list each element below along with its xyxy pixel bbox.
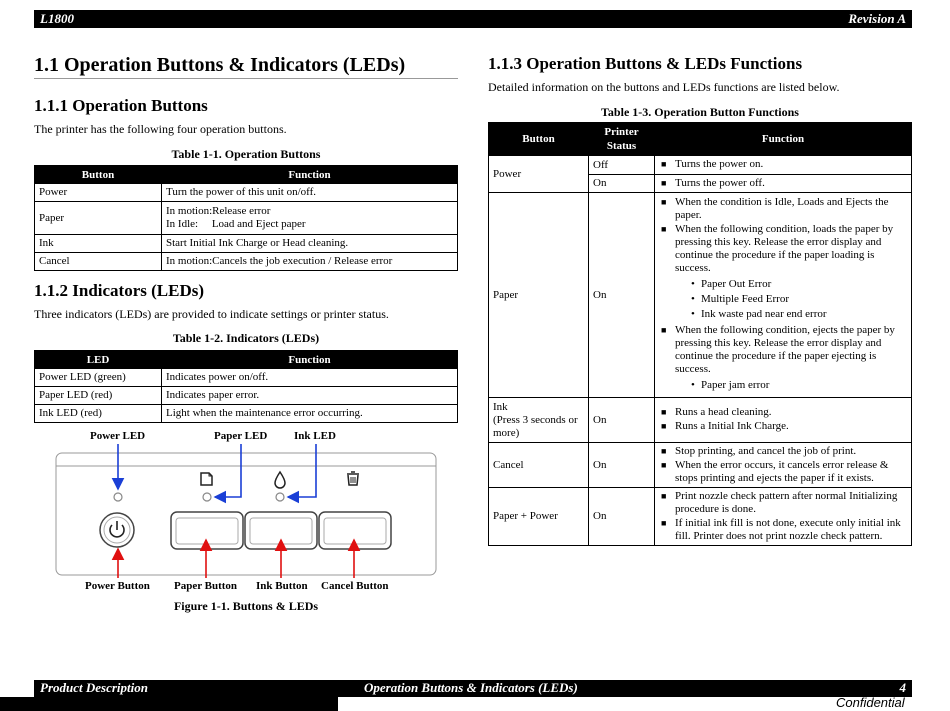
function-cell: [655, 398, 912, 443]
paper-button-label: Paper Button: [174, 580, 238, 592]
function-cell: In motion:Cancels the job execution / Release error: [162, 253, 458, 271]
revision-label: Revision A: [848, 11, 906, 26]
function-cell: [655, 443, 912, 488]
ink-led-label: Ink LED: [294, 430, 336, 442]
function-cell: Start Initial Ink Charge or Head cleaning.: [162, 235, 458, 253]
table-header: Button: [35, 166, 162, 184]
led-cell: Ink LED (red): [35, 405, 162, 423]
function-text: When the following condition, ejects the paper by pressing this key. Release the error display and continue the procedure if the paper ejecting is success.: [675, 324, 895, 375]
button-cell: Paper + Power: [489, 488, 589, 546]
ink-button-label: Ink Button: [256, 580, 308, 592]
status-cell: On: [589, 193, 655, 398]
cancel-button-label: Cancel Button: [321, 580, 389, 592]
section-title-1-1: 1.1 Operation Buttons & Indicators (LEDs): [34, 54, 406, 76]
led-cell: Power LED (green): [35, 369, 162, 387]
table-row: [489, 398, 912, 443]
function-item: ■ Runs a head cleaning.: [659, 406, 907, 419]
power-button-label: Power Button: [85, 580, 150, 592]
paper-led-label: Paper LED: [214, 430, 268, 442]
model-name: L1800: [40, 11, 74, 26]
paper-led: [203, 493, 211, 501]
indicators-intro: Three indicators (LEDs) are provided to indicate settings or printer status.: [34, 307, 389, 321]
page-number: 4: [899, 680, 906, 695]
status-cell: On: [589, 175, 655, 193]
button-name: Ink: [493, 400, 508, 413]
section-title-1-1-2: 1.1.2 Indicators (LEDs): [34, 281, 205, 300]
function-cell: [655, 488, 912, 546]
table-header: Function: [162, 351, 458, 369]
table-row: [489, 488, 912, 546]
button-cell: Power: [489, 156, 589, 193]
function-item: ■ When the condition is Idle, Loads and Ejects the paper.: [659, 196, 907, 222]
confidential-label: Confidential: [836, 695, 905, 710]
table-1-1-caption: Table 1-1. Operation Buttons: [171, 147, 321, 161]
function-item: ■ Stop printing, and cancel the job of print.: [659, 445, 907, 458]
functions-intro: Detailed information on the buttons and LEDs functions are listed below.: [488, 80, 840, 94]
operation-buttons-intro: The printer has the following four operation buttons.: [34, 122, 287, 136]
table-header: Button: [489, 123, 589, 156]
table-header: Function: [655, 123, 912, 156]
function-cell: [655, 156, 912, 175]
table-row: [489, 156, 912, 175]
condition-item: • Ink waste pad near end error: [691, 307, 907, 322]
function-item: ■ If initial ink fill is not done, execute only initial ink fill. Printer does not print nozzle check pattern.: [659, 517, 907, 543]
led-cell: Paper LED (red): [35, 387, 162, 405]
function-item: [659, 223, 907, 322]
status-cell: Off: [589, 156, 655, 175]
button-functions-table: [488, 122, 912, 546]
cancel-button-shape: [319, 512, 391, 549]
function-cell: Light when the maintenance error occurring.: [162, 405, 458, 423]
function-text: When the following condition, loads the paper by pressing this key. Release the error display and continue the procedure if the paper loading is success.: [675, 223, 894, 274]
table-header: Printer Status: [589, 123, 655, 156]
condition-item: • Paper jam error: [691, 378, 907, 393]
section-title-1-1-1: 1.1.1 Operation Buttons: [34, 96, 208, 115]
function-line: In Idle: Load and Eject paper: [166, 218, 306, 230]
button-cell: Power: [35, 184, 162, 202]
function-cell: [655, 175, 912, 193]
table-row: [489, 193, 912, 398]
condition-item: • Multiple Feed Error: [691, 292, 907, 307]
button-cell: Ink: [35, 235, 162, 253]
function-item: ■ Print nozzle check pattern after normal Initializing procedure is done.: [659, 490, 907, 516]
section-title-1-1-3: 1.1.3 Operation Buttons & LEDs Functions: [488, 54, 803, 73]
table-header: LED: [35, 351, 162, 369]
function-cell: [655, 193, 912, 398]
button-cell: Paper: [35, 202, 162, 235]
function-item: ■ Turns the power off.: [659, 177, 907, 190]
power-button-shape: [100, 513, 134, 547]
button-cell: [489, 398, 589, 443]
table-1-3-caption: Table 1-3. Operation Button Functions: [601, 105, 799, 119]
table-row: [489, 443, 912, 488]
power-led-label: Power LED: [90, 430, 146, 442]
status-cell: On: [589, 488, 655, 546]
function-cell: Indicates power on/off.: [162, 369, 458, 387]
function-item: ■ When the error occurs, it cancels error release & stops printing and ejects the paper if it exists.: [659, 459, 907, 485]
footer-section: Operation Buttons & Indicators (LEDs): [364, 680, 578, 695]
button-cell: Cancel: [35, 253, 162, 271]
status-cell: On: [589, 443, 655, 488]
function-cell: Indicates paper error.: [162, 387, 458, 405]
button-cell: Paper: [489, 193, 589, 398]
function-item: ■ Runs a Initial Ink Charge.: [659, 420, 907, 433]
figure-caption: Figure 1-1. Buttons & LEDs: [173, 599, 319, 613]
table-1-2-caption: Table 1-2. Indicators (LEDs): [172, 331, 320, 345]
button-note: (Press 3 seconds or more): [493, 413, 578, 439]
function-item: ■ Turns the power on.: [659, 158, 907, 171]
footer-bar: [34, 680, 912, 697]
button-cell: Cancel: [489, 443, 589, 488]
table-header: Function: [162, 166, 458, 184]
condition-item: • Paper Out Error: [691, 277, 907, 292]
status-cell: On: [589, 398, 655, 443]
footer-chapter: Product Description: [40, 680, 148, 695]
function-cell: Turn the power of this unit on/off.: [162, 184, 458, 202]
power-led: [114, 493, 122, 501]
ink-led: [276, 493, 284, 501]
function-line: In motion:Release error: [166, 205, 271, 217]
footer-strip: [0, 697, 338, 711]
paper-button-shape: [171, 512, 243, 549]
function-item: [659, 324, 907, 393]
